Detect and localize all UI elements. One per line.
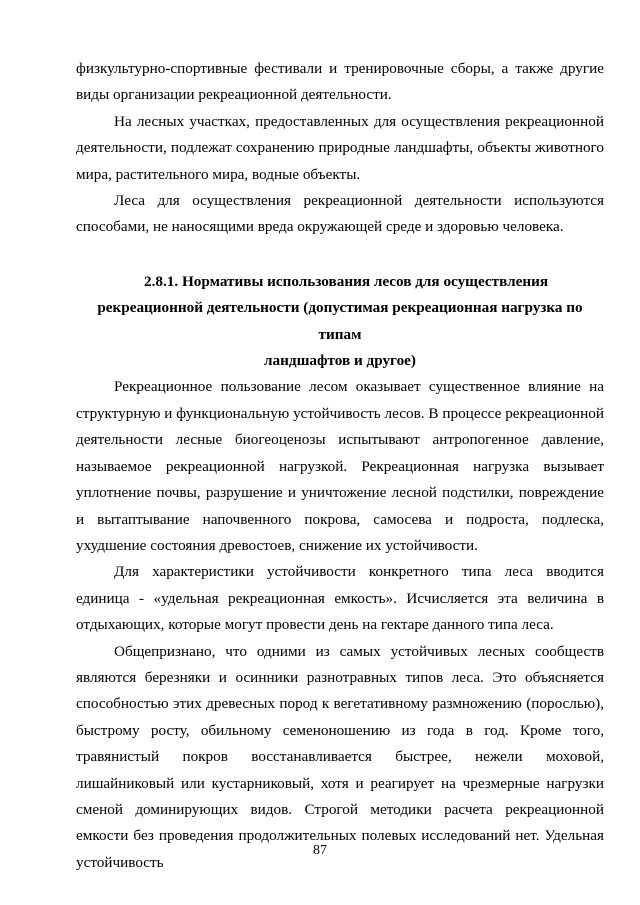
paragraphs-top xyxy=(76,56,604,241)
paragraph: физкультурно-спортивные фестивали и тренировочные сборы, а также другие виды организации рекреационной деятельности. xyxy=(76,60,604,104)
paragraph: Для характеристики устойчивости конкретного типа леса вводится единица - «удельная рекреационная емкость». Исчисляется эта величина в отдыхающих, которые могут провести день на гектаре данного типа леса. xyxy=(76,563,604,634)
paragraph: Общепризнано, что одними из самых устойчивых лесных сообществ являются березняки и осинники разнотравных типов леса. Это объясняется способностью этих древесных пород к вегетативному размножению (порослью), быстрому росту, обильному семеноношению из года в год. Кроме того, травянистый покров восстанавливается быстрее, нежели моховой, лишайниковый или кустарниковый, хотя и реагирует на чрезмерные нагрузки сменой доминирующих видов. Строгой методики расчета рекреационной емкости без проведения продолжительных полевых исследований нет. Удельная устойчивость xyxy=(76,642,604,871)
section-heading xyxy=(76,269,604,375)
paragraph: На лесных участках, предоставленных для осуществления рекреационной деятельности, подлежат сохранению природные ландшафты, объекты животного мира, растительного мира, водные объекты. xyxy=(76,112,604,183)
section-heading-line-1: 2.8.1. Нормативы использования лесов для осуществления xyxy=(144,272,549,290)
paragraphs-bottom xyxy=(76,374,604,876)
section-heading-line-3: ландшафтов и другое) xyxy=(264,352,416,370)
paragraph: Леса для осуществления рекреационной деятельности используются способами, не наносящими вреда окружающей среде и здоровью человека. xyxy=(76,192,604,236)
document-page xyxy=(76,56,604,876)
section-heading-line-2: рекреационной деятельности (допустимая рекреационная нагрузка по типам xyxy=(97,299,583,343)
paragraph: Рекреационное пользование лесом оказывает существенное влияние на структурную и функциональную устойчивость лесов. В процессе рекреационной деятельности лесные биогеоценозы испытывают антропогенное давление, называемое рекреационной нагрузкой. Рекреационная нагрузка вызывает уплотнение почвы, разрушение и уничтожение лесной подстилки, повреждение и вытаптывание напочвенного покрова, самосева и подроста, подлеска, ухудшение состояния древостоев, снижение их устойчивости. xyxy=(76,378,604,554)
page-number: 87 xyxy=(313,843,327,858)
